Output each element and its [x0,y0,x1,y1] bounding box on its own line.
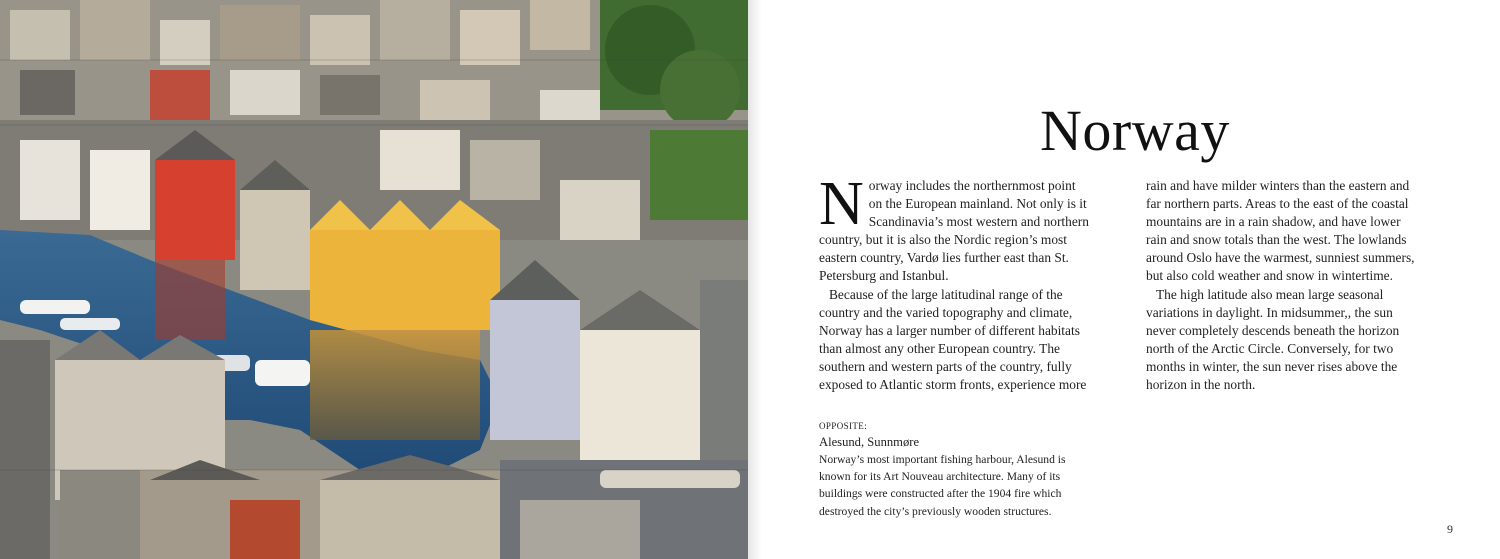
line: country and the varied topography and climate, [819,304,1073,320]
line: around Oslo have the warmest, sunniest summers, [1146,250,1415,266]
line: rain and snow totals than the west. The lowlands [1146,232,1407,248]
line: months in winter, the sun never rises above the [1146,358,1398,374]
line: buildings were constructed after the 1904 fire which [819,487,1062,501]
line: variations in daylight. In midsummer,, the sun [1146,304,1393,320]
line: north of the Arctic Circle. Conversely, for two [1146,340,1394,356]
text-column-2 [1146,177,1451,394]
line: The high latitude also mean large seasonal [1156,286,1384,302]
line: than almost any other European country. The [819,340,1060,356]
page-number: 9 [1447,522,1453,536]
line: mountains are in a rain shadow, and have lower [1146,214,1401,230]
photo-caption [819,419,1119,520]
line: exposed to Atlantic storm fronts, experience more [819,377,1087,393]
line: Petersburg and Istanbul. [819,268,949,284]
line: known for its Art Nouveau architecture. Many of its [819,470,1061,484]
line: country, but it is also the Nordic region’s most [819,232,1067,248]
caption-label: OPPOSITE: [819,421,868,431]
caption-text [819,451,1119,520]
line: never completely descends beneath the horizon [1146,322,1400,338]
line: Because of the large latitudinal range of the [829,286,1063,302]
caption-title: Alesund, Sunnmøre [819,435,920,449]
line: southern and western parts of the country, fully [819,358,1072,374]
alesund-photo [0,0,748,559]
line: but also cold weather and snow in wintertime. [1146,268,1393,284]
line: rain and have milder winters than the eastern and [1146,178,1410,193]
line: Norway has a larger number of different habitats [819,322,1080,338]
line: horizon in the north. [1146,377,1256,393]
line: eastern country, Vardø lies further east than St. [819,250,1069,266]
page-title: Norway [1040,98,1230,163]
line: orway includes the northernmost point [868,178,1076,193]
paragraph-1 [819,170,1124,286]
line: Scandinavia’s most western and northern [868,214,1089,230]
page-gutter-shadow [748,0,762,559]
text-column-1 [819,170,1124,394]
line: destroyed the city’s previously wooden structures. [819,504,1052,518]
drop-cap: N [819,170,864,238]
paragraph-3 [1146,286,1451,395]
paragraph-2-start [819,286,1124,395]
line: Norway’s most important fishing harbour, Alesund is [819,453,1066,466]
paragraph-2-continued [1146,177,1451,286]
line: on the European mainland. Not only is it [868,196,1087,212]
line: far northern parts. Areas to the east of the coastal [1146,196,1409,212]
